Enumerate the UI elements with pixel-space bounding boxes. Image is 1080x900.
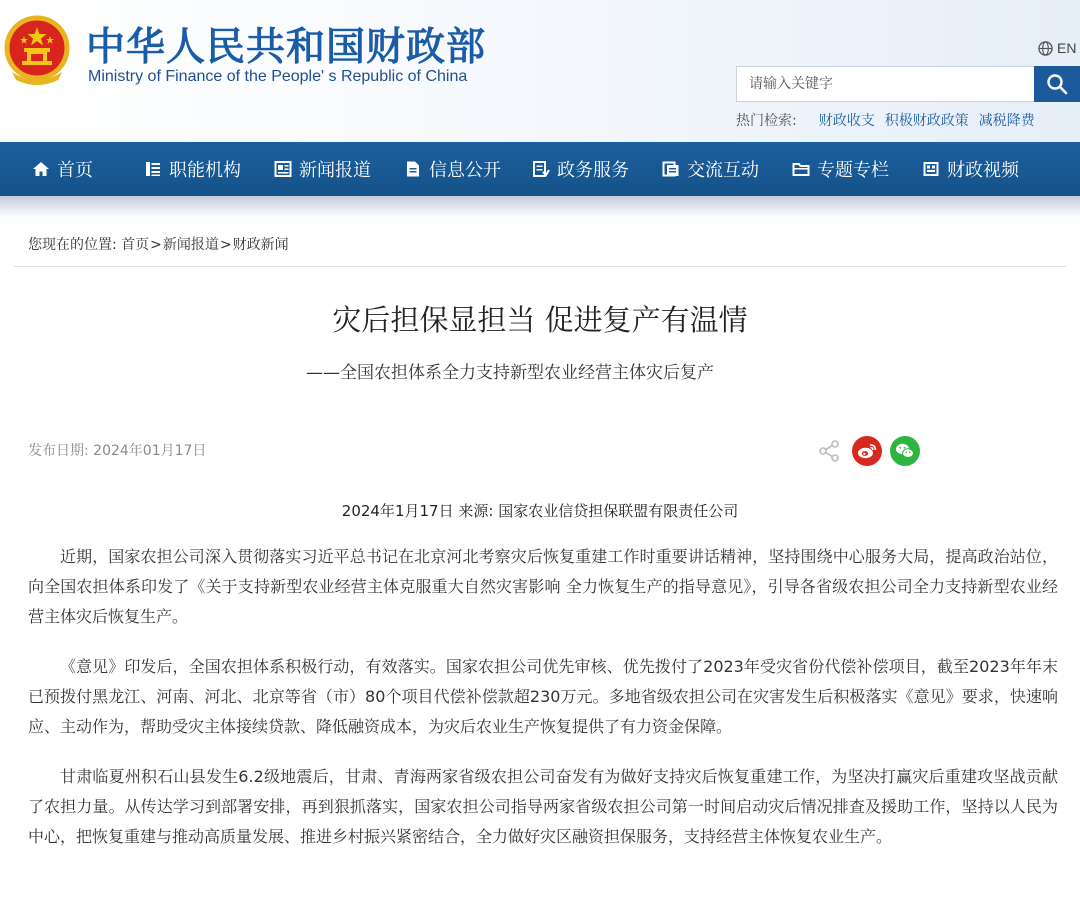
nav-item-videos[interactable] [922, 142, 1019, 196]
language-label: EN [1057, 40, 1077, 56]
folder-icon [792, 160, 810, 178]
breadcrumb [28, 234, 289, 254]
article-paragraph: 《意见》印发后，全国农担体系积极行动，有效落实。国家农担公司优先审核、优先拨付了2023年受灾省份代偿补偿项目，截至2023年年末已预拨付黑龙江、河南、河北、北京等省（市）80个项目代偿补偿款超230万元。多地省级农担公司在灾害发生后积极落实《意见》要求，快速响应、主动作为，帮助受灾主体接续贷款、降低融资成本，为灾后农业生产恢复提供了有力资金保障。 [28, 657, 1058, 736]
nav-item-info-disclosure[interactable] [404, 142, 501, 196]
weibo-share-button[interactable] [852, 436, 882, 466]
service-icon [532, 160, 550, 178]
publish-date: 发布日期: 2024年01月17日 [28, 443, 207, 459]
wechat-share-button[interactable] [890, 436, 920, 466]
hot-search-label: 热门检索: [736, 113, 797, 129]
nav-item-special-topics[interactable] [792, 142, 889, 196]
nav-label: 交流互动 [687, 160, 759, 181]
nav-label: 首页 [57, 160, 93, 181]
share-bar [814, 436, 920, 466]
hot-search-item[interactable]: 减税降费 [978, 113, 1035, 129]
wechat-icon [895, 442, 915, 460]
article-subtitle: ——全国农担体系全力支持新型农业经营主体灾后复产 [306, 363, 714, 383]
nav-item-interaction[interactable] [662, 142, 759, 196]
nav-label: 新闻报道 [299, 160, 371, 181]
nav-label: 政务服务 [557, 160, 629, 181]
nav-item-home[interactable] [32, 142, 93, 196]
nav-shadow [0, 196, 1080, 218]
share-icon [816, 438, 842, 464]
hot-search-item[interactable]: 财政收支 [818, 113, 875, 129]
share-button[interactable] [814, 436, 844, 466]
breadcrumb-item-home[interactable]: 首页 [121, 237, 150, 253]
home-icon [32, 160, 50, 178]
breadcrumb-separator: > [150, 237, 162, 253]
article-title: 灾后担保显担当 促进复产有温情 [332, 303, 748, 337]
video-icon [922, 160, 940, 178]
nav-item-services[interactable] [532, 142, 629, 196]
article-paragraph: 近期，国家农担公司深入贯彻落实习近平总书记在北京河北考察灾后恢复重建工作时重要讲话精神，坚持围绕中心服务大局，提高政治站位，向全国农担体系印发了《关于支持新型农业经营主体克服重大自然灾害影响 全力恢复生产的指导意见》，引导各省级农担公司全力支持新型农业经营主体灾后恢复生产。 [28, 547, 1058, 626]
language-switch[interactable] [1038, 40, 1076, 56]
chat-icon [662, 160, 680, 178]
news-icon [274, 160, 292, 178]
site-subtitle: Ministry of Finance of the People' s Republic of China [88, 68, 468, 85]
national-emblem-icon[interactable] [2, 14, 72, 86]
globe-icon [1038, 41, 1053, 56]
nav-label: 职能机构 [169, 160, 241, 181]
article-source-line: 2024年1月17日 来源: 国家农业信贷担保联盟有限责任公司 [341, 502, 739, 520]
hot-search [736, 110, 1035, 130]
weibo-icon [857, 442, 877, 460]
nav-item-news[interactable] [274, 142, 371, 196]
search-icon [1046, 73, 1068, 95]
site-title[interactable]: 中华人民共和国财政部 [86, 25, 487, 70]
hot-search-item[interactable]: 积极财政政策 [884, 113, 969, 129]
search-button[interactable] [1034, 66, 1080, 102]
site-header [0, 0, 1080, 142]
article-paragraph: 甘肃临夏州积石山县发生6.2级地震后，甘肃、青海两家省级农担公司奋发有为做好支持灾后恢复重建工作，为坚决打赢灾后重建攻坚战贡献了农担力量。从传达学习到部署安排，再到狠抓落实，国家农担公司指导两家省级农担公司第一时间启动灾后情况排查及援助工作，坚持以人民为中心，把恢复重建与推动高质量发展、推进乡村振兴紧密结合，全力做好灾区融资担保服务，支持经营主体恢复农业生产。 [28, 767, 1058, 846]
nav-item-departments[interactable] [144, 142, 241, 196]
breadcrumb-item-finance-news[interactable]: 财政新闻 [232, 237, 289, 253]
list-icon [144, 160, 162, 178]
nav-label: 信息公开 [429, 160, 501, 181]
nav-label: 财政视频 [947, 160, 1019, 181]
breadcrumb-item-news[interactable]: 新闻报道 [162, 237, 219, 253]
nav-label: 专题专栏 [817, 160, 889, 181]
main-nav [0, 142, 1080, 196]
breadcrumb-divider [14, 266, 1066, 267]
breadcrumb-prefix: 您现在的位置: [28, 237, 117, 253]
document-icon [404, 160, 422, 178]
search-input[interactable] [736, 66, 1036, 102]
breadcrumb-separator: > [219, 237, 232, 253]
